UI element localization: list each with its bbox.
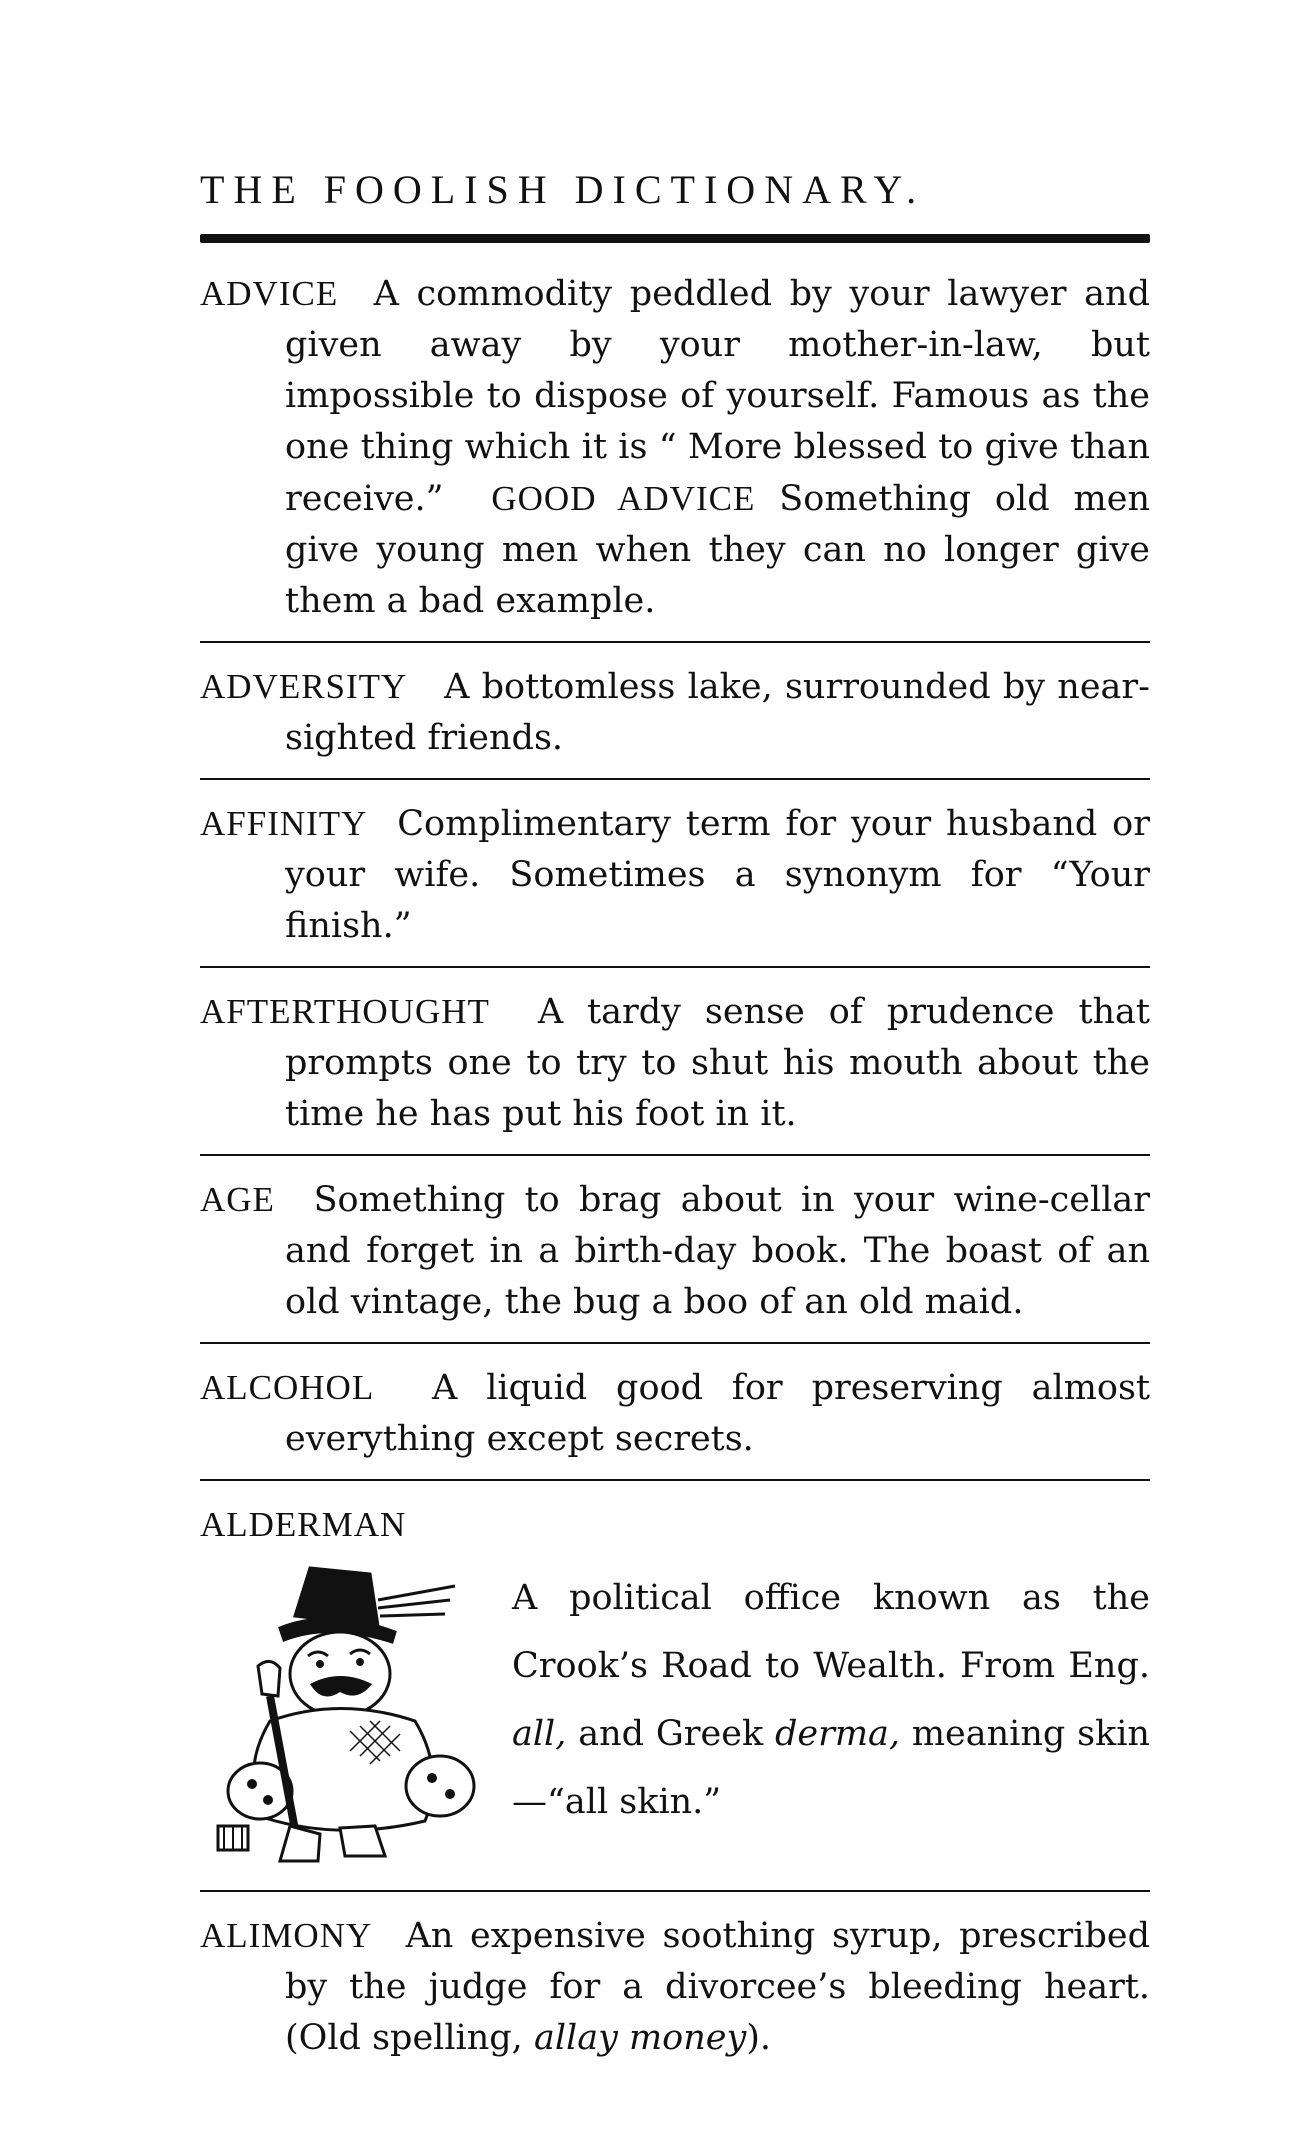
- word-all: all,: [512, 1714, 567, 1754]
- entry-subdefinition: Something old men give young men when they can no longer give them a bad example.: [285, 479, 1150, 621]
- entry-term: ALDERMAN: [200, 1505, 407, 1544]
- entry-term: AFTERTHOUGHT: [200, 992, 490, 1031]
- entry-divider: [200, 1890, 1150, 1892]
- entry-divider: [200, 1154, 1150, 1156]
- entry-definition: A commodity peddled by your lawyer and given away by your mother-in-law, but impossible to dispose of yourself. Famous as the one thing which it is “ More blessed to give than receive.”: [285, 274, 1150, 519]
- header-rule: [200, 234, 1150, 243]
- entry-alderman: [200, 1499, 1150, 1876]
- entry-definition: Complimentary term for your husband or your wife. Sometimes a synonym for “Your finish.”: [285, 804, 1150, 946]
- entry-term: ALCOHOL: [200, 1368, 375, 1407]
- alderman-definition-a: A political office known as the Crook’s Road to Wealth. From Eng.: [512, 1578, 1150, 1686]
- entry-afterthought: [200, 986, 1150, 1140]
- alderman-and: and Greek: [578, 1714, 764, 1754]
- entry-divider: [200, 1342, 1150, 1344]
- old-spelling: allay money: [533, 2018, 747, 2058]
- entry-term: AFFINITY: [200, 804, 368, 843]
- entry-definition: A liquid good for preserving almost everything except secrets.: [285, 1368, 1150, 1459]
- closing-punctuation: ).: [746, 2018, 772, 2058]
- entry-divider: [200, 1479, 1150, 1481]
- entry-alimony: [200, 1910, 1150, 2064]
- entry-divider: [200, 641, 1150, 643]
- entry-affinity: [200, 798, 1150, 952]
- entry-adversity: [200, 661, 1150, 764]
- entry-term: ADVICE: [200, 274, 339, 313]
- entry-alcohol: [200, 1362, 1150, 1465]
- entry-advice: [200, 268, 1150, 627]
- entry-divider: [200, 778, 1150, 780]
- alderman-caricature-icon: [200, 1556, 500, 1876]
- entry-definition: An expensive soothing syrup, prescribed by the judge for a divorcee’s bleeding heart. (Old spelling,: [285, 1916, 1150, 2058]
- entry-term: ADVERSITY: [200, 667, 408, 706]
- running-header: THE FOOLISH DICTIONARY.: [200, 167, 926, 212]
- entry-divider: [200, 966, 1150, 968]
- entry-definition: A bottomless lake, surrounded by near-sighted friends.: [285, 667, 1150, 758]
- entry-definition: A tardy sense of prudence that prompts one to try to shut his mouth about the time he has put his foot in it.: [285, 992, 1150, 1134]
- word-derma: derma,: [774, 1714, 900, 1754]
- dictionary-entries: [200, 268, 1150, 2064]
- entry-subterm: GOOD ADVICE: [491, 479, 756, 518]
- alderman-definition-b: meaning skin—“all skin.”: [512, 1714, 1150, 1822]
- entry-term: ALIMONY: [200, 1916, 373, 1955]
- entry-age: [200, 1174, 1150, 1328]
- alderman-illustration: [200, 1556, 500, 1876]
- entry-definition: Something to brag about in your wine-cellar and forget in a birth-day book. The boast of an old vintage, the bug a boo of an old maid.: [285, 1180, 1150, 1322]
- entry-definition: [512, 1556, 1150, 1836]
- entry-term: AGE: [200, 1180, 275, 1219]
